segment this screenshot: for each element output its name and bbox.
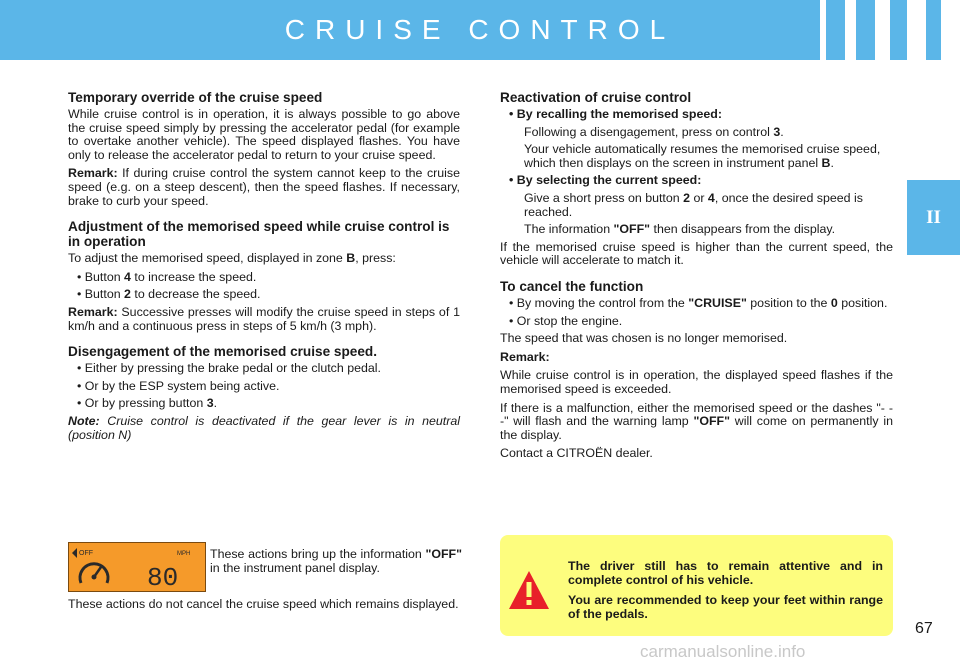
note: Note: Cruise control is deactivated if the gear lever is in neutral (position N) [68,413,460,442]
instrument-panel-display [68,542,206,592]
sub-paragraph: Your vehicle automatically resumes the memorised cruise speed, which then displays on the screen in instrument panel B. [524,142,881,170]
list-item: • By selecting the current speed: [509,173,702,188]
paragraph: The speed that was chosen is no longer memorised. [500,331,788,346]
sub-paragraph: Give a short press on button 2 or 4, once the desired speed is reached. [524,190,863,219]
paragraph: These actions do not cancel the cruise speed which remains displayed. [68,597,459,611]
right-column [500,90,893,466]
heading-temporary-override: Temporary override of the cruise speed [68,90,323,105]
paragraph: While cruise control is in operation, it is always possible to go above the cruise speed simply by pressing the accelerator pedal (for example to overtake another vehicle). The speed displayed flashes. You have only to release the accelerator pedal to return to your cruise speed. [68,107,460,162]
list-item: • By moving the control from the "CRUISE" position to the 0 position. [509,295,888,310]
warning-text [568,560,883,626]
remark-label: Remark: [500,349,550,364]
paragraph: Contact a CITROËN dealer. [500,446,653,461]
heading-reactivation: Reactivation of cruise control [500,90,692,105]
page-number: 67 [915,620,933,637]
lcd-off-label: OFF [79,550,93,557]
warning-line: You are recommended to keep your feet within range of the pedals. [568,593,883,621]
list-item: • Either by pressing the brake pedal or the clutch pedal. [77,361,381,376]
page-header [0,0,960,60]
list-item: • Button 4 to increase the speed. [77,269,257,284]
warning-triangle-icon [506,568,552,612]
paragraph: To adjust the memorised speed, displayed in zone B, press: [68,251,396,266]
paragraph: Remark: Successive presses will modify the cruise speed in steps of 1 km/h and a continuous press in steps of 5 km/h (3 mph). [68,304,460,333]
watermark: carmanualsonline.info [640,642,806,661]
paragraph: Remark: If during cruise control the system cannot keep to the cruise speed (e.g. on a steep descent), then the speed flashes. If necessary, brake to curb your speed. [68,166,460,208]
heading-adjustment: Adjustment of the memorised speed while cruise control is in operation [68,219,450,250]
header-stripes [815,0,960,60]
paragraph: While cruise control is in operation, the displayed speed flashes if the memorised speed is exceeded. [500,368,893,396]
sub-paragraph: The information "OFF" then disappears from the display. [524,222,836,237]
page-title: CRUISE CONTROL [284,14,676,45]
left-column [68,90,460,447]
list-item: • Or by the ESP system being active. [77,378,280,393]
lcd-unit-label: MPH [177,551,191,557]
lcd-speed-value: 80 [147,563,179,591]
lcd-caption: These actions bring up the information "OFF" in the instrument panel display. [210,547,462,575]
heading-disengagement: Disengagement of the memorised cruise speed. [68,344,377,360]
warning-line: The driver still has to remain attentive and in complete control of his vehicle. [568,559,883,587]
speedometer-icon [69,543,205,591]
list-item: • By recalling the memorised speed: [509,107,722,121]
paragraph: If there is a malfunction, either the memorised speed or the dashes "- - -" will flash and the warning lamp "OFF" will come on permanently in the display. [500,400,893,442]
sub-paragraph: Following a disengagement, press on control 3. [524,124,784,139]
section-tab: II [907,180,960,255]
list-item: • Button 2 to decrease the speed. [77,287,261,302]
list-item: • Or stop the engine. [509,313,623,328]
list-item: • Or by pressing button 3. [77,396,218,411]
paragraph: If the memorised cruise speed is higher than the current speed, the vehicle will accelerate to match it. [500,239,893,268]
heading-cancel: To cancel the function [500,278,644,294]
